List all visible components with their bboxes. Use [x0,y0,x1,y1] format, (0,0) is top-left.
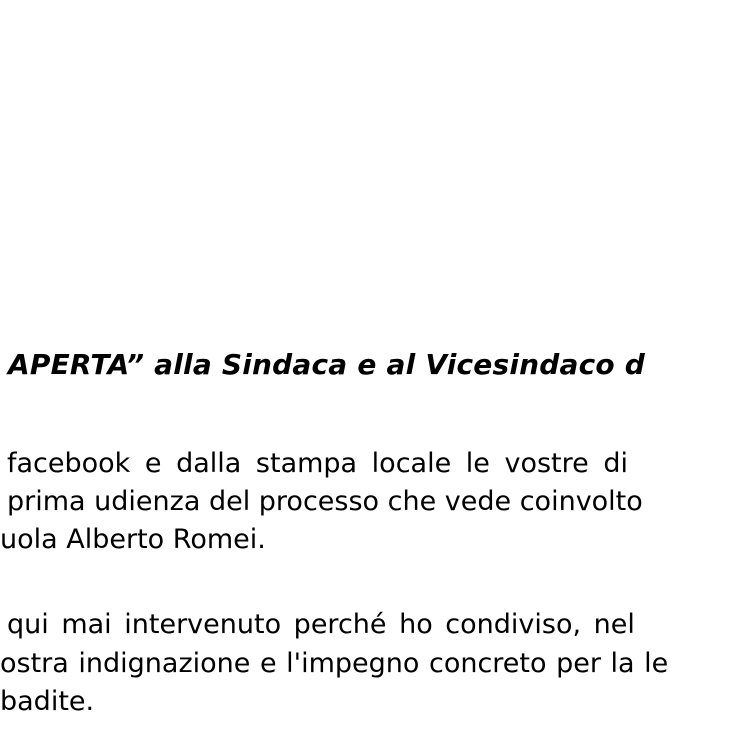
paragraph-2-line-3: badite. [0,686,95,717]
paragraph-2-line-2: ostra indignazione e l'impegno concreto per la le [0,648,669,679]
letter-heading: APERTA” alla Sindaca e al Vicesindaco d [8,348,646,381]
paragraph-2-line-1: qui mai intervenuto perché ho condiviso, nel [7,609,635,640]
paragraph-1-line-3: uola Alberto Romei. [0,524,266,555]
paragraph-1-line-1: facebook e dalla stampa locale le vostre di [7,448,628,479]
paragraph-1-line-2: prima udienza del processo che vede coinvolto [7,486,643,517]
